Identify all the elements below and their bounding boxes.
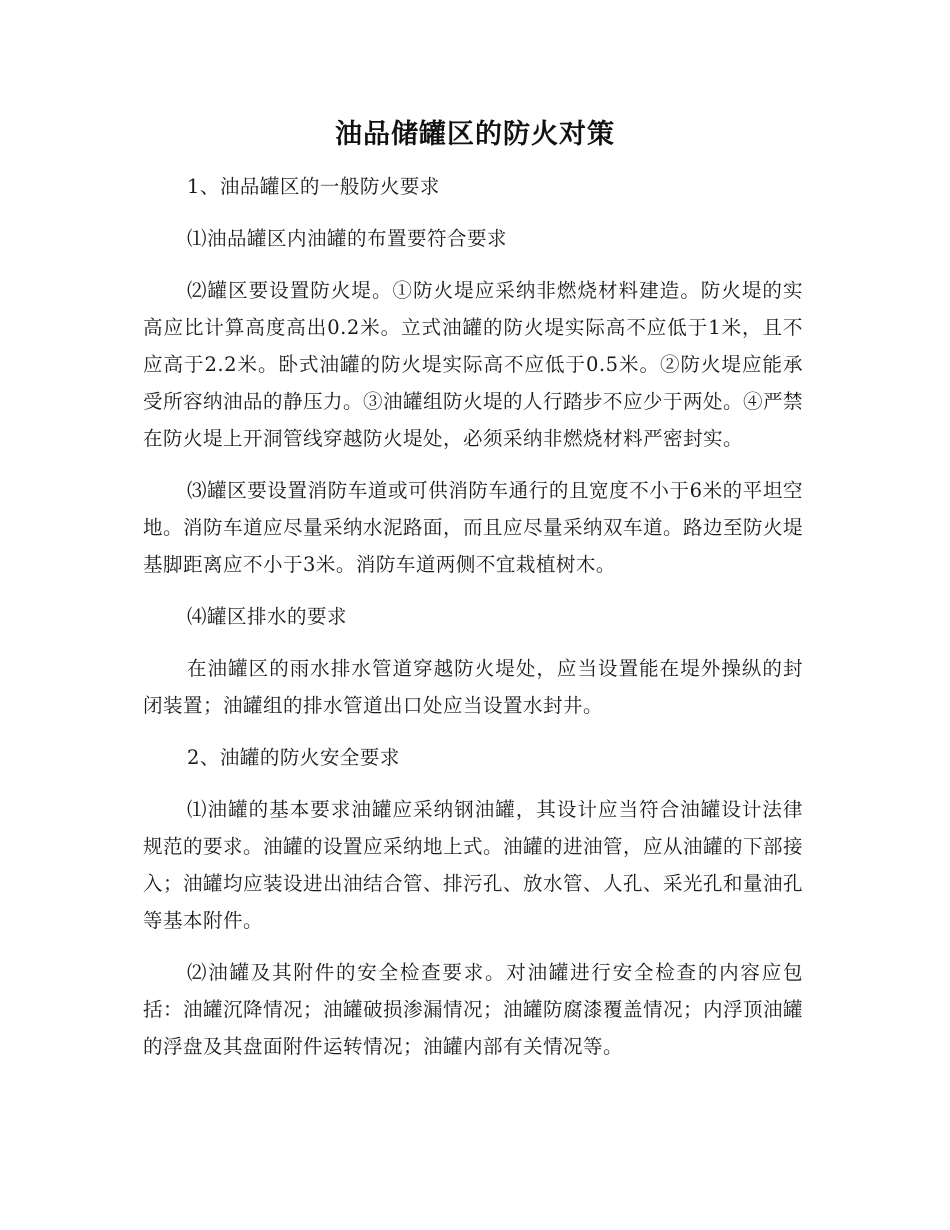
document-title: 油品储罐区的防火对策 — [335, 119, 615, 150]
section-heading-2: 2、油罐的防火安全要求 — [187, 746, 400, 769]
paragraph: ⑷罐区排水的要求 — [187, 605, 348, 628]
paragraph: ⑵油罐及其附件的安全检查要求。对油罐进行安全检查的内容应包括：油罐沉降情况；油罐破损渗漏情况；油罐防腐漆覆盖情况；内浮顶油罐的浮盘及其盘面附件运转情况；油罐内部有关情况等。 — [143, 961, 804, 1058]
paragraph: ⑵罐区要设置防火堤。①防火堤应采纳非燃烧材料建造。防火堤的实高应比计算高度高出0.2米。立式油罐的防火堤实际高不应低于1米，且不应高于2.2米。卧式油罐的防火堤实际高不应低于0.5米。②防火堤应能承受所容纳油品的静压力。③油罐组防火堤的人行踏步不应少于两处。④严禁在防火堤上开洞管线穿越防火堤处，必须采纳非燃烧材料严密封实。 — [143, 279, 804, 450]
paragraph: ⑴油罐的基本要求油罐应采纳钢油罐，其设计应当符合油罐设计法律规范的要求。油罐的设置应采纳地上式。油罐的进油管，应从油罐的下部接入；油罐均应装设进出油结合管、排污孔、放水管、人孔、采光孔和量油孔等基本附件。 — [143, 798, 804, 932]
paragraph: ⑶罐区要设置消防车道或可供消防车通行的且宽度不小于6米的平坦空地。消防车道应尽量采纳水泥路面，而且应尽量采纳双车道。路边至防火堤基脚距离应不小于3米。消防车道两侧不宜栽植树木。 — [143, 479, 804, 576]
paragraph: 在油罐区的雨水排水管道穿越防火堤处，应当设置能在堤外操纵的封闭装置；油罐组的排水管道出口处应当设置水封井。 — [143, 657, 803, 717]
document-body — [143, 168, 803, 1080]
paragraph: ⑴油品罐区内油罐的布置要符合要求 — [187, 227, 508, 250]
section-heading-1: 1、油品罐区的一般防火要求 — [187, 175, 440, 198]
